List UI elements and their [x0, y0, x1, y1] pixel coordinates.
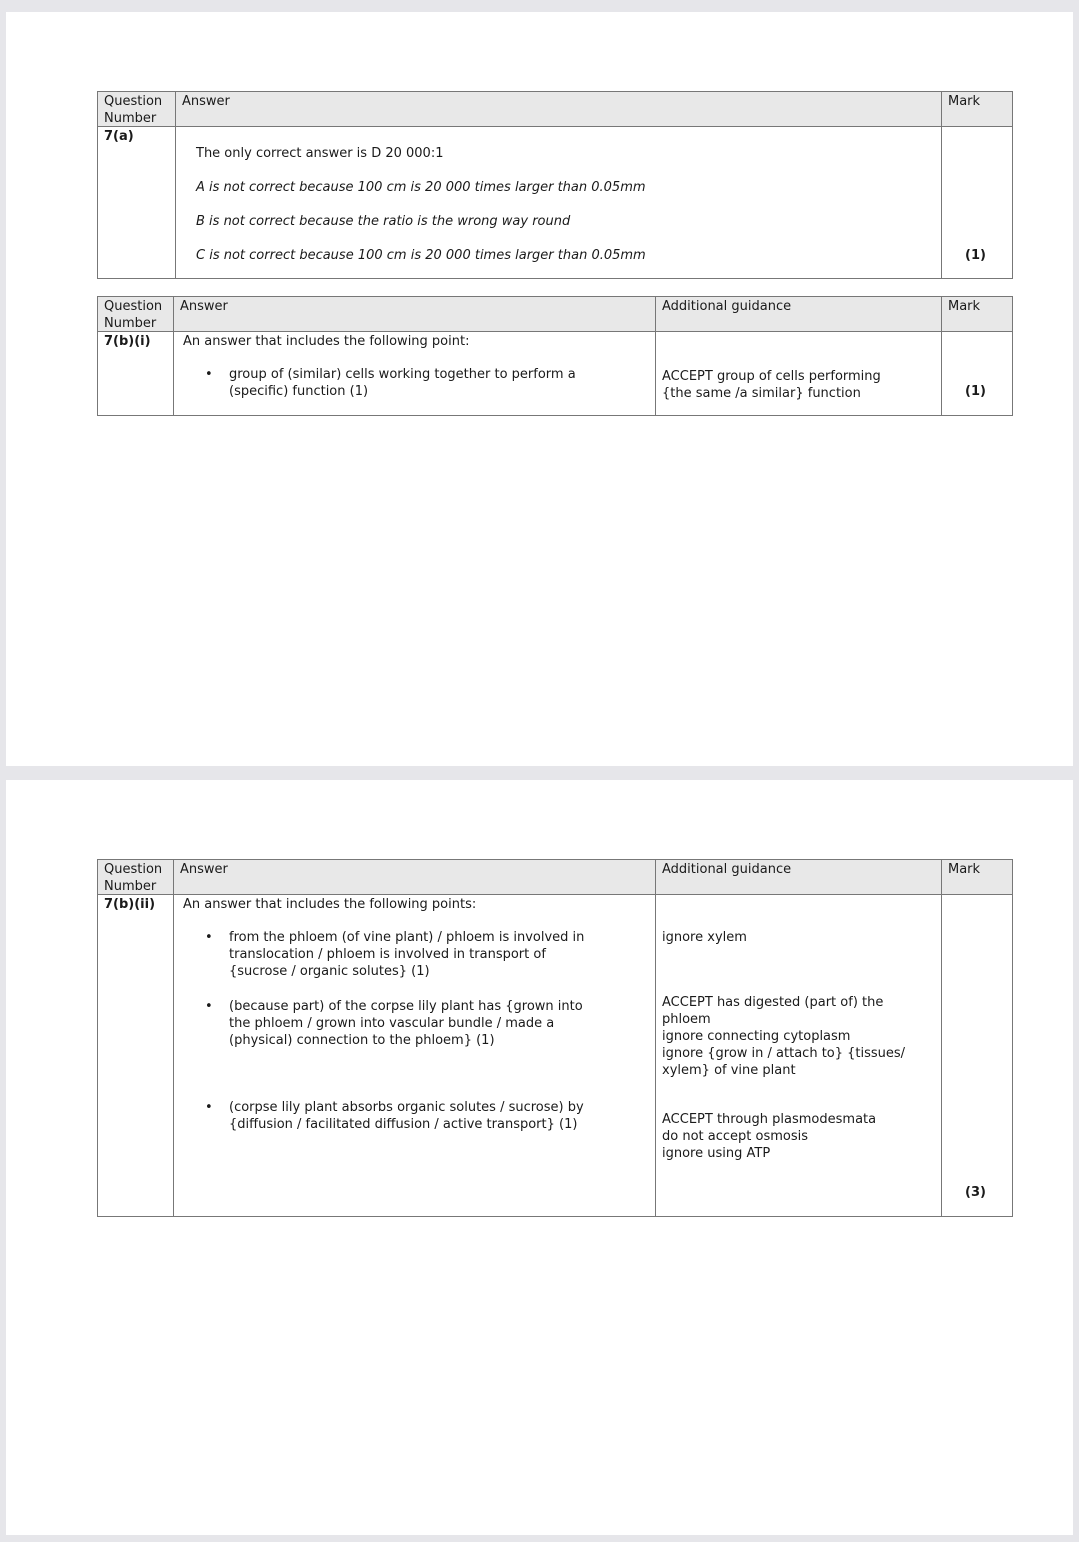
guidance-line: xylem} of vine plant — [662, 1063, 796, 1078]
question-number: 7(a) — [104, 129, 134, 144]
table-7a — [97, 91, 1013, 279]
header-guidance: Additional guidance — [662, 299, 792, 314]
bullet-icon: • — [205, 999, 213, 1014]
guidance-line: phloem — [662, 1012, 711, 1027]
guidance-line: {the same /a similar} function — [662, 386, 861, 401]
answer-intro: An answer that includes the following points: — [183, 897, 477, 912]
header-number: Number — [104, 316, 157, 331]
answer-line: C is not correct because 100 cm is 20 000 times larger than 0.05mm — [196, 248, 646, 263]
table-7bi — [97, 296, 1013, 416]
question-number: 7(b)(i) — [104, 334, 151, 349]
question-number: 7(b)(ii) — [104, 897, 156, 912]
guidance-line: ignore {grow in / attach to} {tissues/ — [662, 1046, 906, 1061]
answer-point: from the phloem (of vine plant) / phloem is involved in — [229, 930, 585, 945]
answer-point: (corpse lily plant absorbs organic solutes / sucrose) by — [229, 1100, 584, 1115]
header-mark: Mark — [948, 299, 981, 314]
guidance-line: do not accept osmosis — [662, 1129, 809, 1144]
guidance-line: ignore connecting cytoplasm — [662, 1029, 851, 1044]
header-number: Number — [104, 111, 157, 126]
mark-value: (1) — [965, 248, 986, 263]
bullet-icon: • — [205, 1100, 213, 1115]
guidance-line: ignore xylem — [662, 930, 747, 945]
answer-line: A is not correct because 100 cm is 20 000 times larger than 0.05mm — [196, 180, 646, 195]
header-mark: Mark — [948, 862, 981, 877]
answer-point: {diffusion / facilitated diffusion / active transport} (1) — [229, 1117, 578, 1132]
header-number: Number — [104, 879, 157, 894]
answer-point: translocation / phloem is involved in transport of — [229, 947, 546, 962]
answer-point: (because part) of the corpse lily plant has {grown into — [229, 999, 583, 1014]
header-question: Question — [104, 862, 163, 877]
header-mark: Mark — [948, 94, 981, 109]
answer-point: (physical) connection to the phloem} (1) — [229, 1033, 495, 1048]
header-answer: Answer — [182, 94, 230, 109]
bullet-icon: • — [205, 930, 213, 945]
answer-point: the phloem / grown into vascular bundle / made a — [229, 1016, 555, 1031]
answer-point: (specific) function (1) — [229, 384, 369, 399]
mark-value: (1) — [965, 384, 986, 399]
answer-point: group of (similar) cells working together to perform a — [229, 367, 576, 382]
table-7bii — [97, 859, 1013, 1217]
answer-line: The only correct answer is D 20 000:1 — [196, 146, 444, 161]
bullet-icon: • — [205, 367, 213, 382]
header-answer: Answer — [180, 862, 228, 877]
header-question: Question — [104, 299, 163, 314]
header-answer: Answer — [180, 299, 228, 314]
answer-line: B is not correct because the ratio is the wrong way round — [196, 214, 571, 229]
guidance-line: ACCEPT group of cells performing — [662, 369, 881, 384]
guidance-line: ACCEPT has digested (part of) the — [662, 995, 884, 1010]
header-guidance: Additional guidance — [662, 862, 792, 877]
answer-intro: An answer that includes the following point: — [183, 334, 470, 349]
guidance-line: ACCEPT through plasmodesmata — [662, 1112, 877, 1127]
answer-point: {sucrose / organic solutes} (1) — [229, 964, 430, 979]
guidance-line: ignore using ATP — [662, 1146, 771, 1161]
header-question: Question — [104, 94, 163, 109]
mark-value: (3) — [965, 1185, 986, 1200]
